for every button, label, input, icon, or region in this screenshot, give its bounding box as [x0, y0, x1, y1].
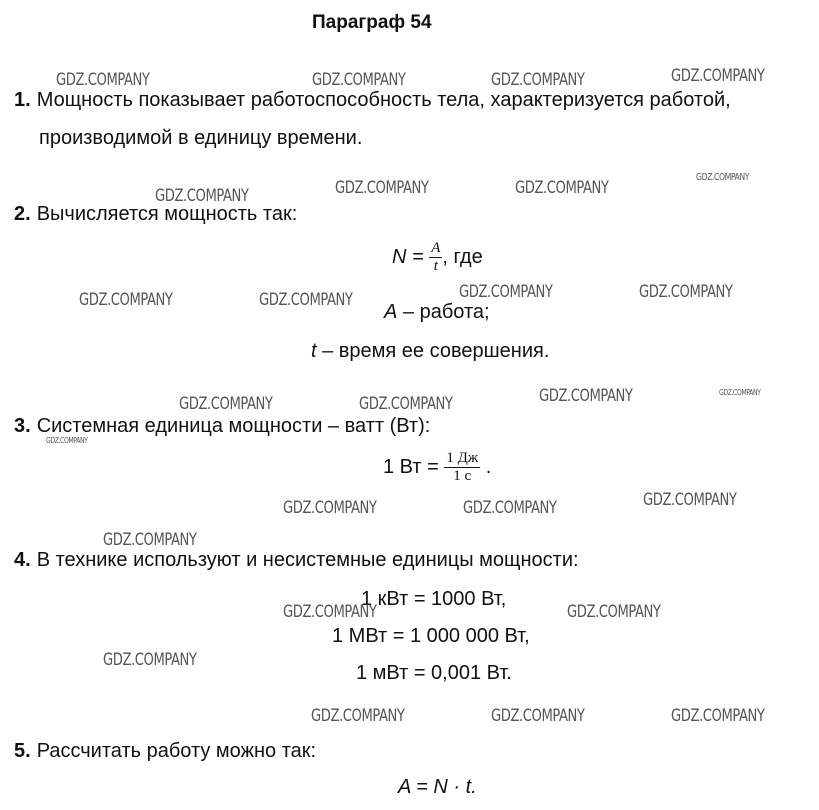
watermark: GDZ.COMPANY: [696, 172, 750, 183]
page-title: Параграф 54: [312, 12, 432, 33]
watermark: GDZ.COMPANY: [283, 498, 377, 518]
work-formula: A = N · t.: [398, 776, 477, 798]
fraction-numerator: A: [431, 240, 441, 256]
watermark: GDZ.COMPANY: [179, 394, 273, 414]
item-text: Вычисляется мощность так:: [36, 203, 298, 225]
formula-left: N =: [392, 245, 424, 268]
symbol: A: [384, 301, 398, 323]
item-4: [14, 548, 579, 572]
watermark: GDZ.COMPANY: [671, 706, 765, 726]
item-text: Мощность показывает работоспособность тела, характеризуется работой,: [36, 89, 731, 111]
fraction-numerator: 1 Дж: [446, 450, 479, 466]
equation-kw: 1 кВт = 1000 Вт,: [361, 588, 507, 610]
formula-left: 1 Вт =: [383, 455, 439, 478]
definition-a: [384, 300, 490, 324]
watermark: GDZ.COMPANY: [283, 602, 377, 622]
item-1: [14, 88, 731, 112]
item-number: 5.: [14, 740, 31, 762]
watermark: GDZ.COMPANY: [103, 530, 197, 550]
item-number: 4.: [14, 549, 31, 571]
watermark: GDZ.COMPANY: [539, 386, 633, 406]
fraction: [429, 240, 442, 275]
watermark: GDZ.COMPANY: [312, 70, 406, 90]
fraction-denominator: t: [429, 257, 442, 275]
item-number: 2.: [14, 203, 31, 225]
watermark: GDZ.COMPANY: [515, 178, 609, 198]
watermark: GDZ.COMPANY: [155, 186, 249, 206]
watermark: GDZ.COMPANY: [639, 282, 733, 302]
watermark: GDZ.COMPANY: [46, 436, 88, 445]
watermark: GDZ.COMPANY: [463, 498, 557, 518]
item-3: [14, 414, 430, 438]
watermark: GDZ.COMPANY: [643, 490, 737, 510]
watt-formula: [383, 450, 491, 485]
power-formula: [392, 240, 483, 275]
item-text: Системная единица мощности – ватт (Вт):: [36, 415, 431, 437]
watermark: GDZ.COMPANY: [56, 70, 150, 90]
watermark: GDZ.COMPANY: [491, 706, 585, 726]
watermark: GDZ.COMPANY: [259, 290, 353, 310]
equation-milliw: 1 мВт = 0,001 Вт.: [356, 662, 512, 684]
watermark: GDZ.COMPANY: [567, 602, 661, 622]
item-5: [14, 739, 316, 763]
definition-text: – время ее совершения.: [316, 340, 550, 362]
watermark: GDZ.COMPANY: [671, 66, 765, 86]
item-text: В технике используют и несистемные единицы мощности:: [36, 549, 579, 571]
watermark: GDZ.COMPANY: [491, 70, 585, 90]
item-number: 1.: [14, 89, 31, 111]
watermark: GDZ.COMPANY: [103, 650, 197, 670]
watermark: GDZ.COMPANY: [335, 178, 429, 198]
watermark: GDZ.COMPANY: [459, 282, 553, 302]
item-1-continuation: производимой в единицу времени.: [39, 127, 363, 149]
equation-mw: 1 МВт = 1 000 000 Вт,: [332, 625, 530, 647]
formula-tail: .: [485, 455, 492, 478]
definition-t: [311, 339, 549, 363]
watermark: GDZ.COMPANY: [79, 290, 173, 310]
definition-text: – работа;: [397, 301, 490, 323]
fraction-denominator: 1 с: [444, 467, 480, 485]
item-text: Рассчитать работу можно так:: [36, 740, 317, 762]
watermark: GDZ.COMPANY: [719, 388, 761, 397]
item-number: 3.: [14, 415, 31, 437]
watermark: GDZ.COMPANY: [359, 394, 453, 414]
fraction: [444, 450, 480, 485]
symbol: t: [311, 340, 317, 362]
formula-tail: , где: [442, 245, 483, 268]
watermark: GDZ.COMPANY: [311, 706, 405, 726]
